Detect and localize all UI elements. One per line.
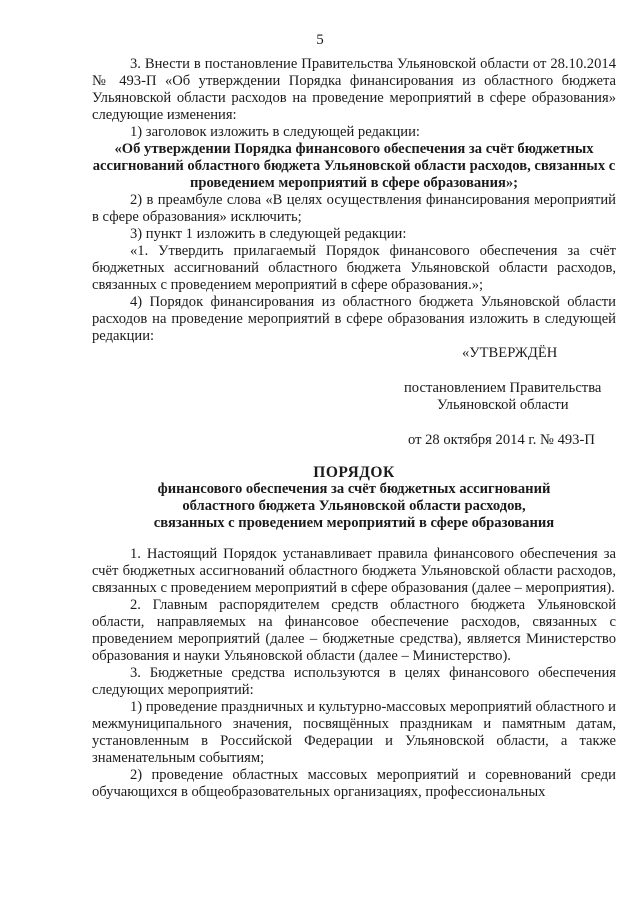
paragraph-subitem-1: 1) заголовок изложить в следующей редакции: [130, 124, 420, 140]
order-subitem-1: 1) проведение праздничных и культурно-массовых мероприятий областного и межмуниципального значения, посвящённых праздникам и памятным датам, установленным в Российской Федерации и Ульяновской области, а также знаменательным событиям; [92, 699, 616, 766]
approval-by-line: постановлением Правительства [404, 380, 602, 396]
paragraph-new-item-1: «1. Утвердить прилагаемый Порядок финансового обеспечения за счёт бюджетных ассигнований областного бюджета Ульяновской области расходов, связанных с проведением мероприятий в сфере образования.»; [92, 243, 616, 293]
title-main: ПОРЯДОК [313, 464, 395, 481]
order-item-1: 1. Настоящий Порядок устанавливает правила финансового обеспечения за счёт бюджетных ассигнований областного бюджета Ульяновской области расходов, связанных с проведением мероприятий в сфере образования (далее – мероприятия). [92, 546, 616, 596]
amendment-text [92, 56, 616, 345]
title-line-3: областного бюджета Ульяновской области расходов, [182, 498, 526, 514]
document-title [92, 464, 616, 532]
approval-date-line: от 28 октября 2014 г. № 493-П [408, 432, 595, 448]
order-subitem-2: 2) проведение областных массовых мероприятий и соревнований среди обучающихся в общеобразовательных организациях, профессиональных [92, 767, 616, 800]
new-heading-text: «Об утверждении Порядка финансового обеспечения за счёт бюджетных ассигнований областного бюджета Ульяновской области расходов, связанных с проведением мероприятий в сфере образования»; [92, 141, 616, 191]
paragraph-item-3: 3. Внести в постановление Правительства Ульяновской области от 28.10.2014 № 493-П «Об утверждении Порядка финансирования из областного бюджета Ульяновской области расходов на проведение мероприятий в сфере образования» следующие изменения: [92, 56, 616, 123]
order-item-3: 3. Бюджетные средства используются в целях финансового обеспечения следующих мероприятий: [92, 665, 616, 698]
approval-stamp: «УТВЕРЖДЁН [462, 345, 558, 361]
title-line-2: финансового обеспечения за счёт бюджетных ассигнований [157, 481, 551, 497]
paragraph-subitem-2: 2) в преамбуле слова «В целях осуществления финансирования мероприятий в сфере образования» исключить; [92, 192, 616, 225]
order-item-2: 2. Главным распорядителем средств областного бюджета Ульяновской области, направляемых на финансовое обеспечение расходов, связанных с проведением мероприятий (далее – бюджетные средства), является Министерство образования и науки Ульяновской области (далее – Министерство). [92, 597, 616, 664]
paragraph-subitem-3: 3) пункт 1 изложить в следующей редакции: [130, 226, 407, 242]
page-number: 5 [316, 32, 324, 48]
approval-region-line: Ульяновской области [437, 397, 569, 413]
paragraph-subitem-4: 4) Порядок финансирования из областного бюджета Ульяновской области расходов на проведение мероприятий в сфере образования изложить в следующей редакции: [92, 294, 616, 344]
order-body [92, 546, 616, 801]
title-line-4: связанных с проведением мероприятий в сфере образования [153, 515, 555, 531]
